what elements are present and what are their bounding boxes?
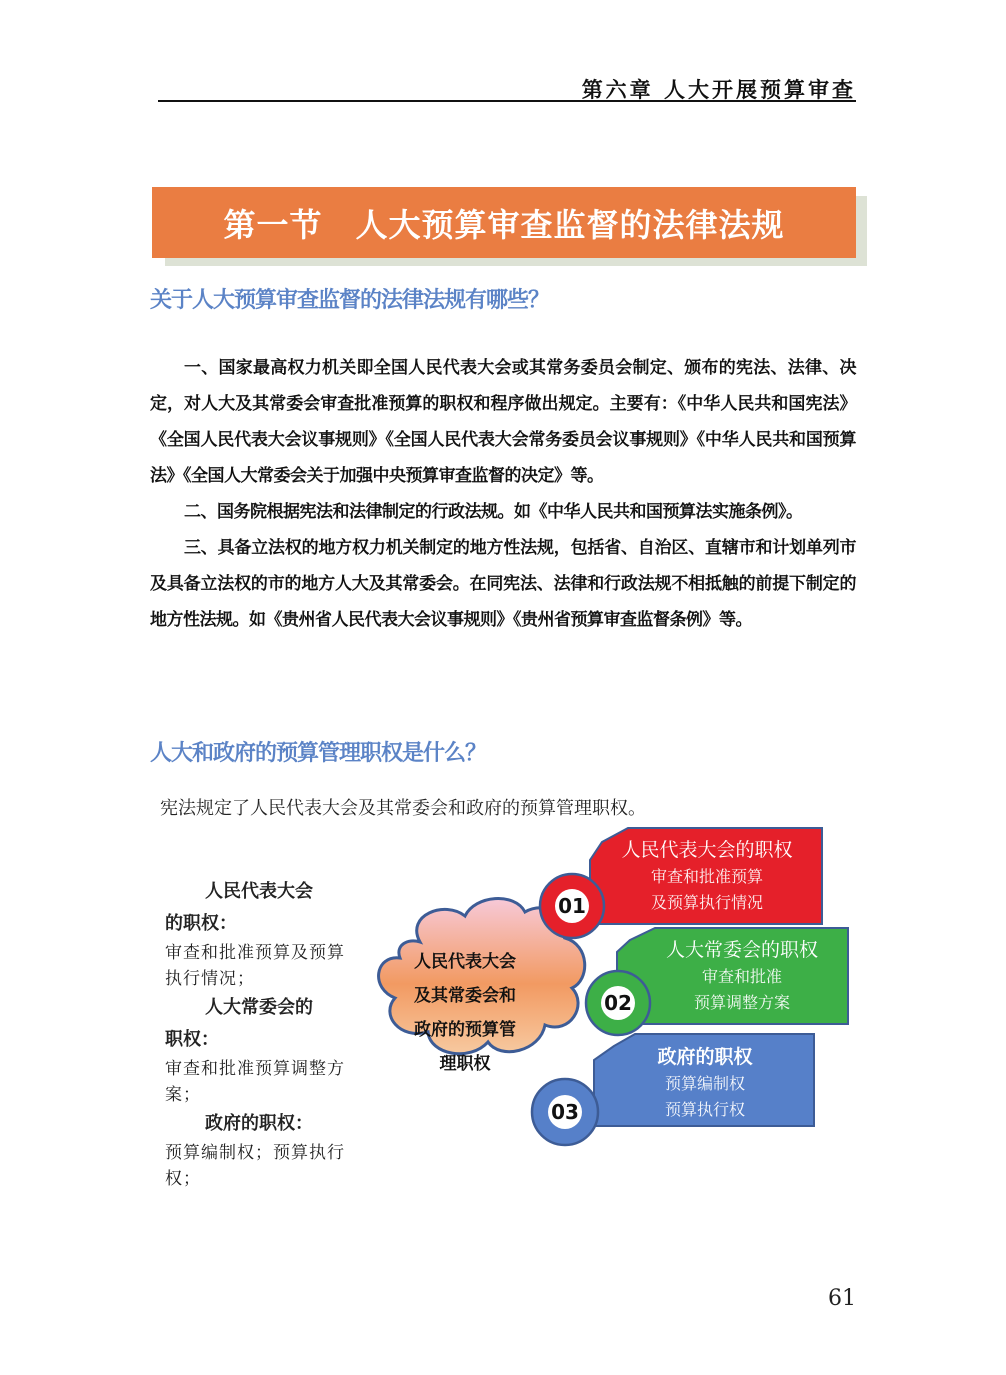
left-item-heading: 人民代表大会 — [205, 881, 313, 902]
item-03-line: 预算执行权 — [664, 1100, 745, 1119]
left-item-npc — [165, 876, 350, 992]
left-item-heading-cont: 的职权： — [165, 913, 237, 934]
item-01-line: 及预算执行情况 — [650, 893, 763, 912]
item-02-title: 人大常委会的职权 — [665, 939, 818, 961]
item-02-text — [636, 936, 848, 1016]
laws-body — [150, 350, 856, 638]
item-03-text — [600, 1043, 810, 1123]
item-01-title: 人民代表大会的职权 — [621, 839, 793, 861]
left-item-heading: 政府的职权： — [205, 1113, 313, 1134]
section-banner — [152, 187, 856, 258]
item-01-line: 审查和批准预算 — [650, 867, 763, 886]
paragraph-1: 一、国家最高权力机关即全国人民代表大会或其常务委员会制定、颁布的宪法、法律、决定，对人大及其常委会审查批准预算的职权和程序做出规定。主要有：《中华人民共和国宪法》《全国人民代表大会议事规则》《全国人民代表大会常务委员会议事规则》《中华人民共和国预算法》《全国人大常委会关于加强中央预算审查监督的决定》等。 — [150, 358, 856, 486]
powers-left-column — [165, 876, 350, 1192]
left-item-government — [165, 1108, 350, 1192]
left-item-heading-cont: 职权： — [165, 1029, 219, 1050]
left-item-body: 审查和批准预算及预算执行情况； — [165, 943, 345, 989]
page-number: 61 — [828, 1286, 856, 1311]
cloud-line: 政府的预算管 — [414, 1020, 516, 1040]
item-01-number: 01 — [555, 889, 589, 923]
item-01-text — [592, 836, 822, 916]
item-02-line: 审查和批准 — [701, 967, 782, 986]
cloud-line: 及其常委会和 — [414, 986, 516, 1006]
section-title: 第一节 人大预算审查监督的法律法规 — [223, 205, 785, 244]
paragraph-2: 二、国务院根据宪法和法律制定的行政法规。如《中华人民共和国预算法实施条例》。 — [184, 502, 803, 522]
chapter-title: 第六章 人大开展预算审查 — [581, 77, 856, 102]
cloud-line: 人民代表大会 — [414, 952, 516, 972]
powers-intro: 宪法规定了人民代表大会及其常委会和政府的预算管理职权。 — [160, 798, 646, 819]
cloud-text — [390, 945, 540, 1081]
item-02-line: 预算调整方案 — [693, 993, 790, 1012]
cloud-line: 理职权 — [439, 1054, 491, 1074]
paragraph-3: 三、具备立法权的地方权力机关制定的地方性法规，包括省、自治区、直辖市和计划单列市及具备立法权的市的地方人大及其常委会。在同宪法、法律和行政法规不相抵触的前提下制定的地方性法规。如《贵州省人民代表大会议事规则》《贵州省预算审查监督条例》等。 — [150, 538, 856, 630]
item-03-title: 政府的职权 — [657, 1046, 753, 1068]
item-03-line: 预算编制权 — [664, 1074, 745, 1093]
running-head — [158, 72, 856, 102]
item-03-number: 03 — [548, 1095, 582, 1129]
left-item-standing-committee — [165, 992, 350, 1108]
item-02-number: 02 — [601, 986, 635, 1020]
left-item-heading: 人大常委会的 — [205, 997, 313, 1018]
left-item-body: 审查和批准预算调整方案； — [165, 1059, 345, 1105]
question-heading-powers: 人大和政府的预算管理职权是什么？ — [150, 741, 487, 766]
left-item-body: 预算编制权；预算执行权； — [165, 1143, 345, 1189]
question-heading-laws: 关于人大预算审查监督的法律法规有哪些？ — [150, 288, 550, 313]
